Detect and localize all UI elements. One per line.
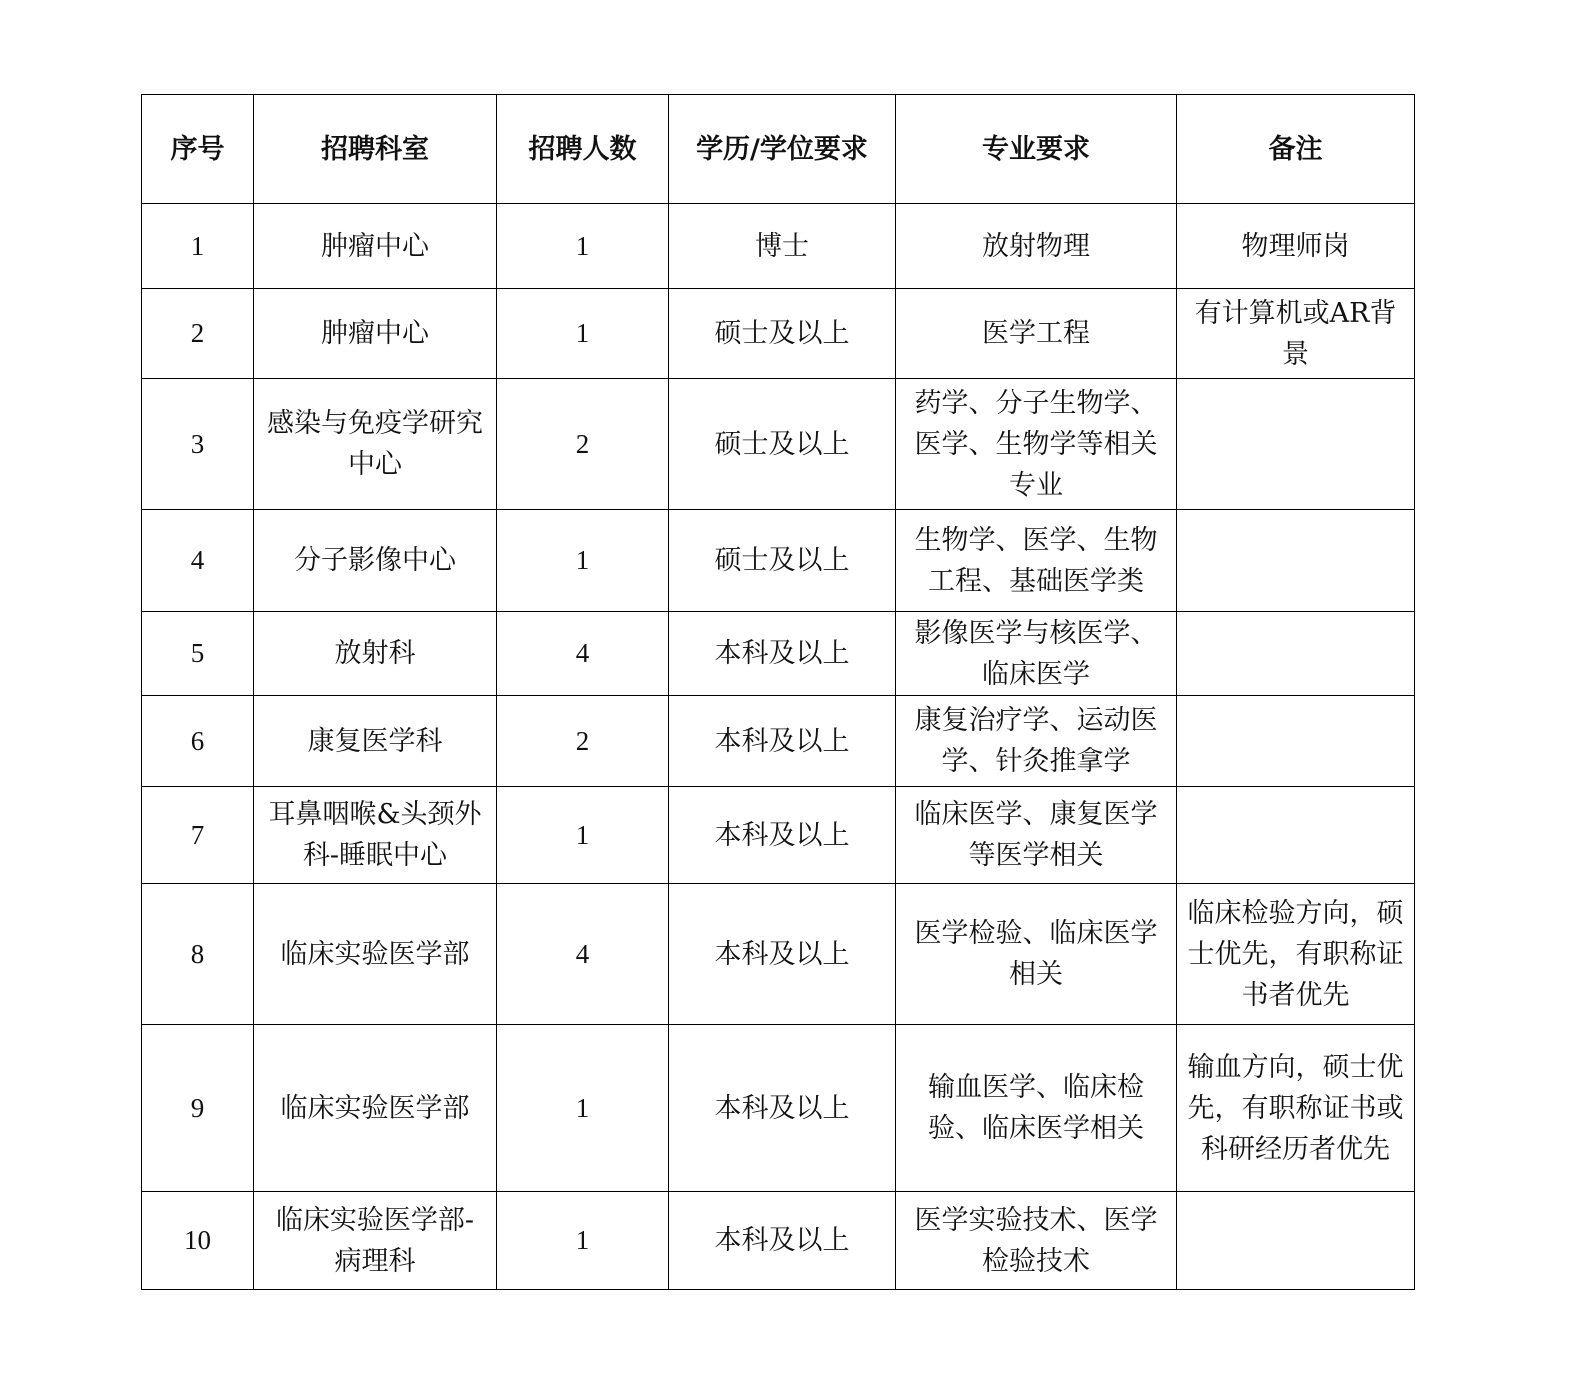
table-row: [142, 289, 1415, 379]
cell-department: 肿瘤中心: [254, 204, 497, 289]
table-row: [142, 696, 1415, 787]
cell-count: 1: [497, 1192, 669, 1290]
cell-degree: 本科及以上: [669, 612, 896, 696]
header-major: 专业要求: [896, 95, 1177, 204]
cell-department: 康复医学科: [254, 696, 497, 787]
cell-count: 1: [497, 510, 669, 612]
cell-no: 8: [142, 884, 254, 1025]
cell-major: 生物学、医学、生物工程、基础医学类: [896, 510, 1177, 612]
cell-degree: 硕士及以上: [669, 379, 896, 510]
header-no: 序号: [142, 95, 254, 204]
cell-note: [1177, 612, 1415, 696]
cell-major: 医学工程: [896, 289, 1177, 379]
cell-degree: 本科及以上: [669, 1192, 896, 1290]
header-degree: 学历/学位要求: [669, 95, 896, 204]
cell-degree: 本科及以上: [669, 884, 896, 1025]
cell-note: [1177, 1192, 1415, 1290]
cell-department: 感染与免疫学研究中心: [254, 379, 497, 510]
cell-degree: 本科及以上: [669, 1025, 896, 1192]
header-note: 备注: [1177, 95, 1415, 204]
cell-note: 物理师岗: [1177, 204, 1415, 289]
table-header: [142, 95, 1415, 204]
cell-department: 临床实验医学部: [254, 884, 497, 1025]
cell-note: [1177, 696, 1415, 787]
cell-department: 肿瘤中心: [254, 289, 497, 379]
cell-degree: 本科及以上: [669, 787, 896, 884]
table-row: [142, 884, 1415, 1025]
table-row: [142, 1025, 1415, 1192]
cell-major: 医学检验、临床医学相关: [896, 884, 1177, 1025]
cell-department: 耳鼻咽喉&头颈外科-睡眠中心: [254, 787, 497, 884]
cell-department: 放射科: [254, 612, 497, 696]
cell-no: 1: [142, 204, 254, 289]
cell-no: 10: [142, 1192, 254, 1290]
cell-major: 影像医学与核医学、临床医学: [896, 612, 1177, 696]
cell-major: 临床医学、康复医学等医学相关: [896, 787, 1177, 884]
cell-count: 4: [497, 612, 669, 696]
cell-major: 放射物理: [896, 204, 1177, 289]
cell-department: 临床实验医学部-病理科: [254, 1192, 497, 1290]
cell-count: 2: [497, 379, 669, 510]
cell-count: 1: [497, 204, 669, 289]
cell-degree: 硕士及以上: [669, 510, 896, 612]
cell-count: 4: [497, 884, 669, 1025]
recruitment-table: [141, 94, 1415, 1290]
cell-count: 1: [497, 1025, 669, 1192]
cell-degree: 硕士及以上: [669, 289, 896, 379]
table-row: [142, 379, 1415, 510]
cell-note: [1177, 379, 1415, 510]
cell-no: 4: [142, 510, 254, 612]
header-department: 招聘科室: [254, 95, 497, 204]
cell-note: 输血方向，硕士优先，有职称证书或科研经历者优先: [1177, 1025, 1415, 1192]
table-row: [142, 612, 1415, 696]
cell-note: 有计算机或AR背景: [1177, 289, 1415, 379]
cell-note: [1177, 787, 1415, 884]
cell-no: 2: [142, 289, 254, 379]
cell-degree: 博士: [669, 204, 896, 289]
cell-count: 1: [497, 289, 669, 379]
table-row: [142, 204, 1415, 289]
cell-count: 2: [497, 696, 669, 787]
cell-note: [1177, 510, 1415, 612]
table-body: [142, 204, 1415, 1290]
table-row: [142, 510, 1415, 612]
cell-degree: 本科及以上: [669, 696, 896, 787]
cell-department: 分子影像中心: [254, 510, 497, 612]
cell-major: 医学实验技术、医学检验技术: [896, 1192, 1177, 1290]
cell-no: 6: [142, 696, 254, 787]
cell-no: 5: [142, 612, 254, 696]
table-row: [142, 787, 1415, 884]
header-count: 招聘人数: [497, 95, 669, 204]
cell-department: 临床实验医学部: [254, 1025, 497, 1192]
cell-no: 3: [142, 379, 254, 510]
cell-no: 7: [142, 787, 254, 884]
cell-major: 康复治疗学、运动医学、针灸推拿学: [896, 696, 1177, 787]
cell-no: 9: [142, 1025, 254, 1192]
cell-major: 药学、分子生物学、医学、生物学等相关专业: [896, 379, 1177, 510]
cell-count: 1: [497, 787, 669, 884]
header-row: [142, 95, 1415, 204]
table-row: [142, 1192, 1415, 1290]
cell-note: 临床检验方向，硕士优先，有职称证书者优先: [1177, 884, 1415, 1025]
cell-major: 输血医学、临床检验、临床医学相关: [896, 1025, 1177, 1192]
